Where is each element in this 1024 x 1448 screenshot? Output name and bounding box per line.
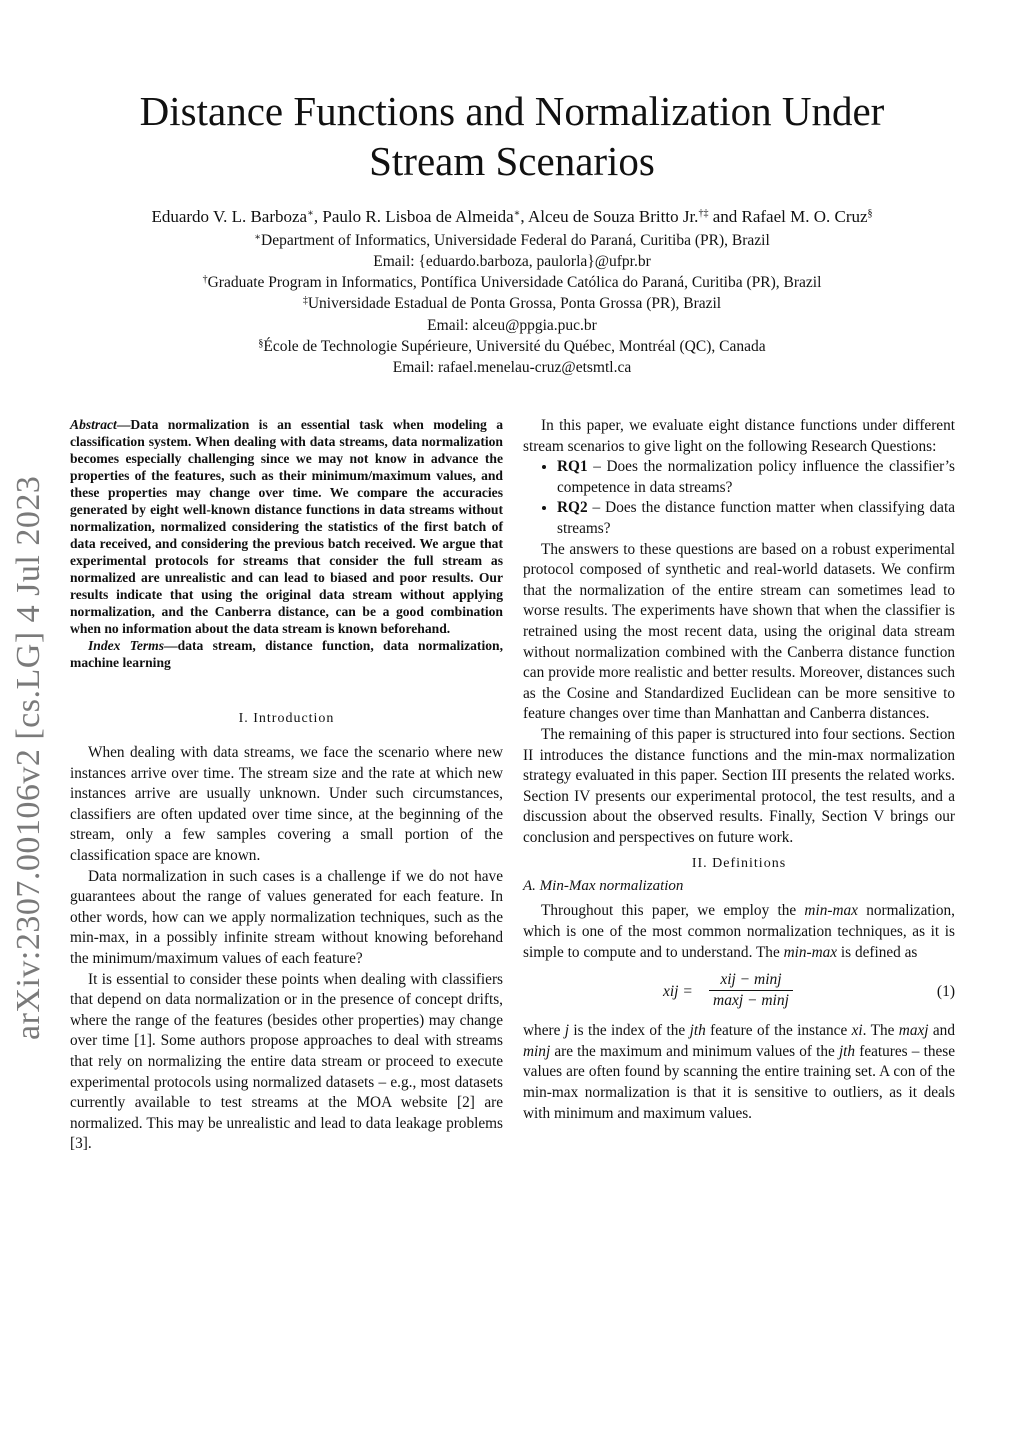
index-terms-text: —data stream, distance function, data normalization, machine learning	[70, 638, 503, 670]
affiliation-mark: §	[258, 338, 264, 349]
author-1: Eduardo V. L. Barboza	[151, 207, 308, 226]
affiliation-text: Universidade Estadual de Ponta Grossa, Ponta Grossa (PR), Brazil	[307, 295, 722, 312]
equation-number: (1)	[936, 983, 955, 1001]
intro-paragraph-3: It is essential to consider these points when dealing with classifiers that depend on data normalization or in the presence of concept drifts, where the range of the features (besides other properties) may change over time [1]. Some authors propose approaches to deal with streams that rely on normalizing the entire data stream or proceed to execute experimental protocols using normalized datasets – e.g., most datasets currently available to test streams at the MOA website [2] are normalized. This may be unrealistic and lead to data leakage problems [3].	[70, 970, 503, 1153]
affiliation-line	[40, 252, 984, 272]
affiliation-text: Graduate Program in Informatics, Pontífica Universidade Católica do Paraná, Curitiba (PR), Brazil	[207, 274, 822, 291]
affiliation-line	[40, 273, 984, 293]
affiliation-mark: †	[202, 274, 208, 285]
equation-minmax	[523, 971, 955, 1017]
rq2-text: – Does the distance function matter when classifying data streams?	[557, 499, 955, 537]
research-questions-list	[523, 457, 955, 539]
affiliation-text: Email: {eduardo.barboza, paulorla}@ufpr.br	[373, 253, 651, 270]
author-4-mark: §	[867, 208, 873, 219]
affiliation-text: École de Technologie Supérieure, Université du Québec, Montréal (QC), Canada	[263, 338, 766, 355]
rq2-label: RQ2	[557, 499, 588, 517]
paper-title	[60, 86, 964, 186]
author-2: , Paulo R. Lisboa de Almeida	[313, 207, 514, 226]
abstract-text: —Data normalization is an essential task when modeling a classification system. When dealing with data streams, data normalization becomes especially challenging since we may not know in advance the properties of the features, such as their minimum/maximum values, and these properties may change over time. We compare the accuracies generated by eight well-known distance functions in data streams without normalization, normalized considering the statistics of the first batch of data received, and considering the previous batch received. We argue that experimental protocols for streams that consider the full stream as normalized are unrealistic and can lead to biased and poor results. Our results indicate that using the original data stream without applying normalization, and the Canberra distance, can be a good combination when no information about the data stream is known beforehand.	[70, 417, 503, 636]
affiliation-line	[40, 231, 984, 251]
author-list	[40, 206, 984, 227]
abstract	[70, 416, 503, 637]
title-line-2: Stream Scenarios	[369, 138, 655, 184]
rq1-text: – Does the normalization policy influence the classifier’s competence in data streams?	[557, 458, 955, 496]
rq1-label: RQ1	[557, 458, 588, 476]
author-3-mark: †‡	[698, 208, 709, 219]
subsection-heading-minmax: A. Min-Max normalization	[523, 878, 684, 895]
affiliation-line	[40, 294, 984, 314]
index-terms-label: Index Terms	[88, 638, 165, 653]
affiliation-text: Email: alceu@ppgia.puc.br	[427, 317, 597, 334]
equation-denominator: maxj − minj	[713, 992, 789, 1010]
affiliation-line	[40, 358, 984, 378]
equation-lhs: xij =	[663, 983, 693, 1001]
intro-paragraph-2: Data normalization in such cases is a challenge if we do not have guarantees about the range of values generated for each feature. In other words, how can we apply normalization techniques, such as the min-max, in a possibly infinite stream without knowing beforehand the minimum/maximum values of each feature?	[70, 867, 503, 967]
affiliation-text: Email: rafael.menelau-cruz@etsmtl.ca	[392, 359, 632, 376]
section-heading-definitions: II. Definitions	[691, 856, 787, 872]
intro-paragraph-1: When dealing with data streams, we face the scenario where new instances arrive over time. The stream size and the rate at which new instances arrive are usually unknown. Under such circumstances, classifiers are often updated over time since, at the beginning of the stream, only a few samples covering a small portion of the classification space are known.	[70, 744, 503, 864]
right-paragraph-3: The remaining of this paper is structured into four sections. Section II introduces the distance functions and the min-max normalization strategy evaluated in this paper. Section III presents the related works. Section IV presents our experimental protocol, the test results, and a discussion about the observed results. Finally, Section V brings our conclusion and perspectives on future work.	[523, 725, 955, 846]
right-column	[523, 416, 955, 1124]
equation-fraction	[709, 971, 793, 1010]
index-terms	[70, 637, 503, 671]
right-paragraph-1: In this paper, we evaluate eight distance functions under different stream scenarios to give light on the following Research Questions:	[523, 417, 955, 455]
author-3: , Alceu de Souza Britto Jr.	[520, 207, 699, 226]
minmax-paragraph-2: where j is the index of the jth feature of the instance xi. The maxj and minj are the maximum and minimum values of the jth features – these values are often found by scanning the entire training set. A con of the min-max normalization is that it is sensitive to outliers, as it deals with minimum and maximum values.	[523, 1022, 955, 1122]
arxiv-stamp: arXiv:2307.00106v2 [cs.LG] 4 Jul 2023	[10, 475, 47, 1040]
right-paragraph-2: The answers to these questions are based on a robust experimental protocol composed of synthetic and real-world datasets. We confirm that the normalization of the entire stream can sometimes lead to worse results. The experiments have shown that when the classifier is retrained using the most recent data, using the original data stream without normalization combined with the Canberra distance function can provide more realistic and better results. Moreover, distances such as the Cosine and Standardized Euclidean can be more sensitive to feature changes over time than Manhattan and Canberra distances.	[523, 540, 955, 723]
affiliation-mark: ‡	[302, 295, 308, 306]
author-4: and Rafael M. O. Cruz	[708, 207, 868, 226]
equation-numerator: xij − minj	[709, 971, 793, 991]
affiliation-mark: ∗	[254, 232, 262, 243]
research-question-2	[557, 498, 955, 539]
research-question-1	[557, 457, 955, 498]
section-heading-introduction: I. Introduction	[238, 711, 335, 726]
abstract-label: Abstract	[70, 417, 117, 432]
author-1-mark: ∗	[307, 208, 314, 219]
title-line-1: Distance Functions and Normalization Under	[139, 88, 885, 134]
minmax-paragraph-1: Throughout this paper, we employ the min-max normalization, which is one of the most common normalization techniques, as it is simple to compute and to understand. The min-max is defined as	[523, 902, 955, 961]
affiliation-line	[40, 337, 984, 357]
left-column	[70, 416, 503, 1155]
affiliation-text: Department of Informatics, Universidade Federal do Paraná, Curitiba (PR), Brazil	[261, 232, 770, 249]
affiliation-line	[40, 316, 984, 336]
author-2-mark: ∗	[513, 208, 521, 219]
